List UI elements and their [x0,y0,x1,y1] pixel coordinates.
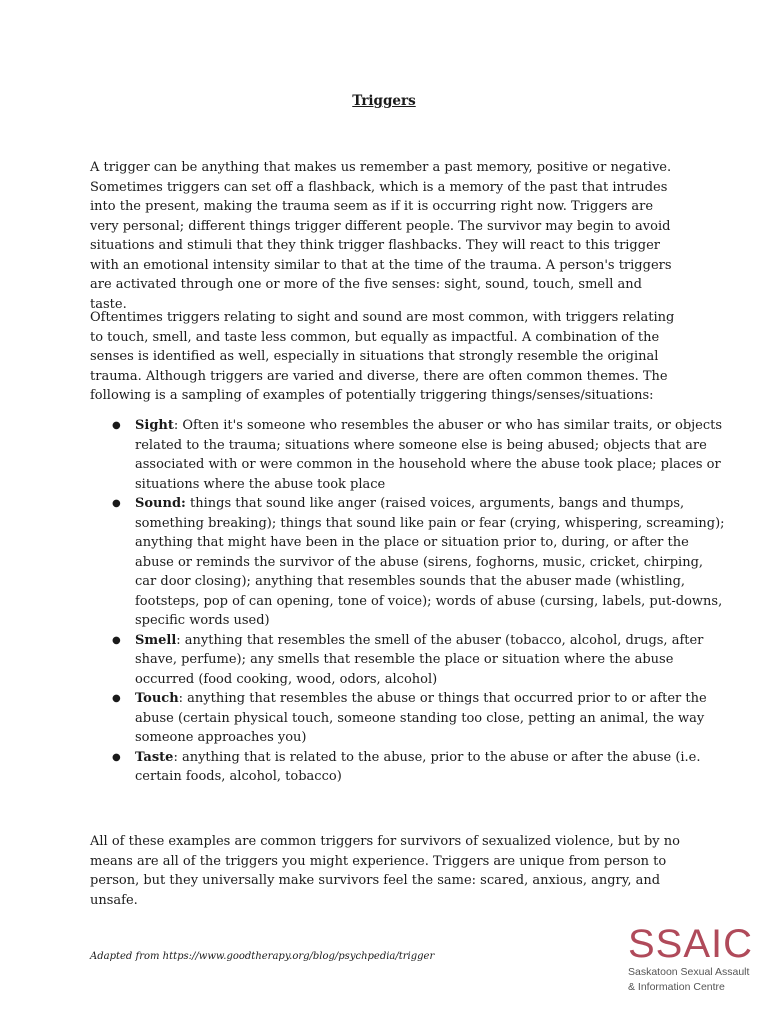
closing-paragraph: All of these examples are common triggers for survivors of sexualized violence, but by no means are all of the triggers you might experience. Triggers are unique from person to person, but they universally make survivors feel the same: scared, anxious, angry, and unsafe. [90,834,680,908]
page-title: Triggers [352,93,416,109]
logo-line-2: & Information Centre [628,981,725,993]
list-item [135,748,727,787]
logo-mark: SSAIC [628,922,754,966]
bullet-term: Smell [135,632,177,648]
trigger-list [90,416,727,787]
bullet-text: things that sound like anger (raised voices, arguments, bangs and thumps, something breaking); things that sound like pain or fear (crying, whispering, screaming); anything that might have been in the place or situation prior to, during, or after the abuse or reminds the survivor of the abuse (sirens, foghorns, music, cricket, chirping, car door closing); anything that resembles sounds that the abuser made (whistling, footsteps, pop of can opening, tone of voice); words of abuse (cursing, labels, put-downs, specific words used) [135,496,725,628]
source-note: Adapted from https://www.goodtherapy.org/blog/psychpedia/trigger [90,951,435,962]
list-item [135,494,727,631]
senses-paragraph: Oftentimes triggers relating to sight and sound are most common, with triggers relating to touch, smell, and taste less common, but equally as impactful. A combination of the senses is identified as well, especially in situations that strongly resemble the original trauma. Although triggers are varied and diverse, there are often common themes. The following is a sampling of examples of potentially triggering things/senses/situations: [90,310,675,403]
list-item [135,631,727,690]
bullet-text: : anything that is related to the abuse, prior to the abuse or after the abuse (i.e. certain foods, alcohol, tobacco) [135,749,701,784]
bullet-text: : anything that resembles the abuse or things that occurred prior to or after the abuse (certain physical touch, someone standing too close, petting an animal, the way someone approaches you) [135,691,707,745]
bullet-term: Touch [135,691,179,706]
bullet-text: : anything that resembles the smell of the abuser (tobacco, alcohol, drugs, after shave, perfume); any smells that resemble the place or situation where the abuse occurred (food cooking, wood, odors, alcohol) [135,632,704,687]
bullet-text: : Often it's someone who resembles the abuser or who has similar traits, or objects related to the trauma; situations where someone else is being abused; objects that are associated with or were common in the household where the abuse took place; places or situations where the abuse took place [135,418,723,492]
intro-paragraph: A trigger can be anything that makes us remember a past memory, positive or negative. Sometimes triggers can set off a flashback, which is a memory of the past that intrudes into the present, making the trauma seem as if it is occurring right now. Triggers are very personal; different things trigger different people. The survivor may begin to avoid situations and stimuli that they think trigger flashbacks. They will react to this trigger with an emotional intensity similar to that at the time of the trauma. A person's triggers are activated through one or more of the five senses: sight, sound, touch, smell and taste. [90,160,672,312]
list-item [135,416,727,494]
bullet-term: Sound: [135,496,186,511]
logo-line-1: Saskatoon Sexual Assault [628,966,750,978]
list-item [135,689,727,748]
bullet-term: Taste [135,749,174,765]
ssaic-logo [628,924,758,994]
bullet-term: Sight [135,418,174,433]
